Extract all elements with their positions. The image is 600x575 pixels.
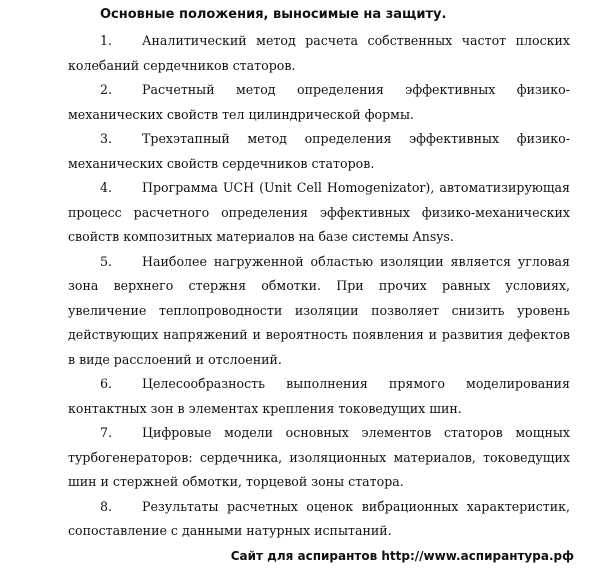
item-text: Целесообразность выполнения прямого моделирования контактных зон в элементах крепления токоведущих шин. — [68, 376, 570, 416]
item-text: Наиболее нагруженной областью изоляции является угловая зона верхнего стержня обмотки. При прочих равных условиях, увеличение теплопроводности изоляции позволяет снизить уровень действующих напряжений и вероятность появления и развития дефектов в виде расслоений и отслоений. — [68, 253, 570, 367]
list-item — [68, 176, 570, 250]
theses-list — [68, 29, 570, 544]
list-item — [68, 29, 570, 78]
item-number: 6. — [100, 376, 113, 391]
item-number: 7. — [100, 425, 113, 440]
item-text: Аналитический метод расчета собственных частот плоских колебаний сердечников статоров. — [68, 33, 570, 73]
item-number: 4. — [100, 180, 113, 195]
section-heading: Основные положения, выносимые на защиту. — [100, 7, 447, 22]
item-number: 5. — [100, 253, 113, 269]
list-item — [68, 495, 570, 544]
item-number: 8. — [100, 498, 113, 514]
item-text: Цифровые модели основных элементов статоров мощных турбогенераторов: сердечника, изоляционных материалов, токоведущих шин и стержней обмотки, торцевой зоны статора. — [68, 425, 570, 489]
item-number: 1. — [100, 33, 113, 48]
list-item — [68, 421, 570, 495]
item-text: Трехэтапный метод определения эффективных физико-механических свойств сердечников статоров. — [68, 131, 570, 171]
item-text: Расчетный метод определения эффективных физико-механических свойств тел цилиндрической формы. — [68, 82, 570, 122]
site-footer-link[interactable]: Сайт для аспирантов http://www.аспирантура.рф — [230, 549, 574, 563]
item-number: 3. — [100, 131, 113, 146]
item-number: 2. — [100, 82, 113, 97]
list-item — [68, 127, 570, 176]
list-item — [68, 372, 570, 421]
list-item — [68, 78, 570, 127]
item-text: Результаты расчетных оценок вибрационных характеристик, сопоставление с данными натурных испытаний. — [68, 498, 570, 538]
item-text: Программа UCH (Unit Cell Homogenizator), автоматизирующая процесс расчетного определения эффективных физико-механических свойств композитных материалов на базе системы Ansys. — [68, 180, 570, 244]
list-item — [68, 250, 570, 373]
